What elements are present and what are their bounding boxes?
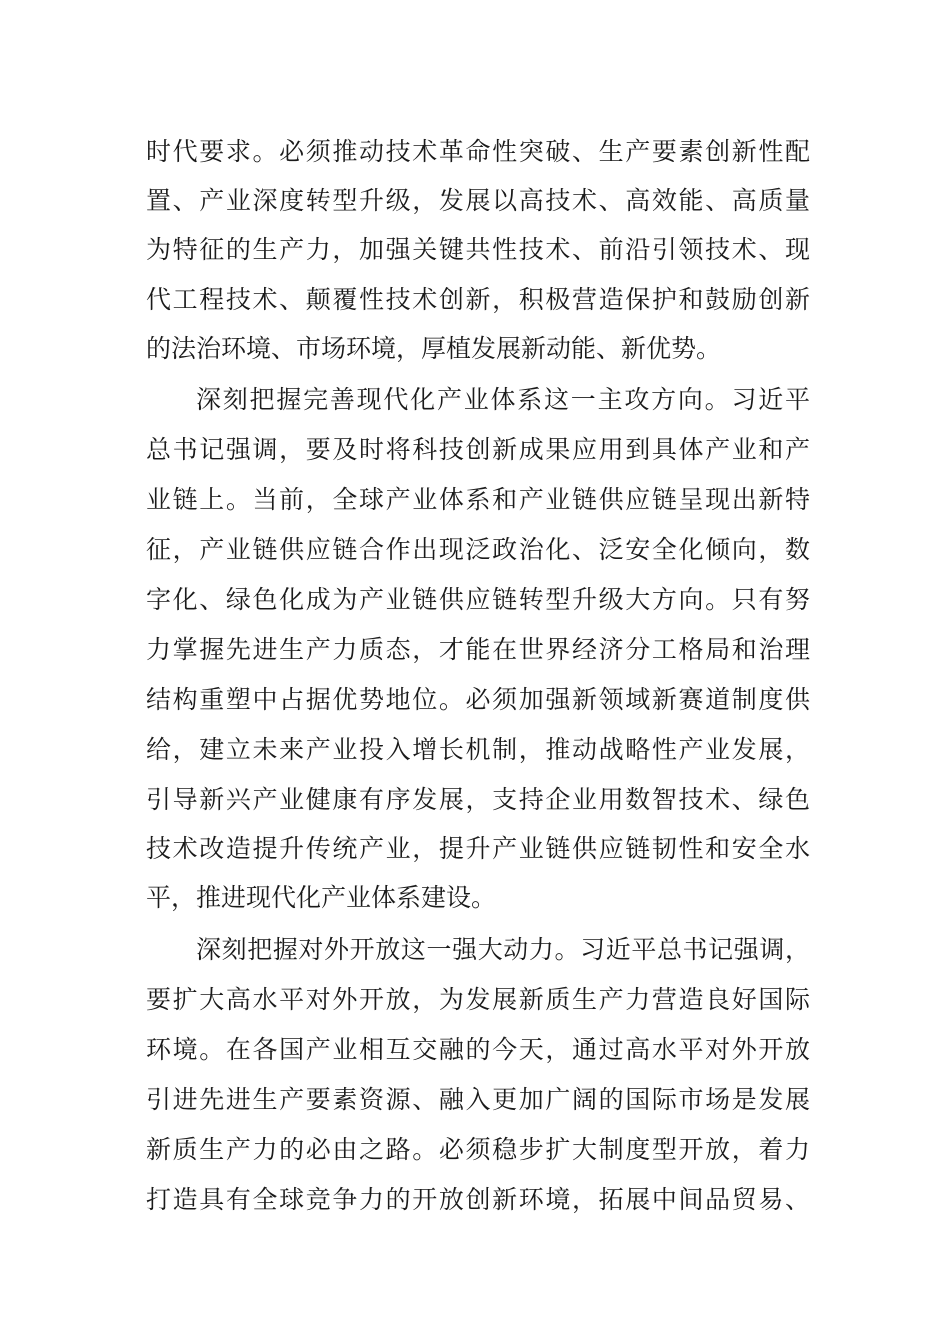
text-line: 给，建立未来产业投入增长机制，推动战略性产业发展， — [146, 735, 810, 764]
text-line: 要扩大高水平对外开放，为发展新质生产力营造良好国际 — [146, 985, 810, 1014]
text-line: 引进先进生产要素资源、融入更加广阔的国际市场是发展 — [146, 1085, 810, 1114]
text-line: 为特征的生产力，加强关键共性技术、前沿引领技术、现 — [146, 235, 810, 264]
paragraph-first-line: 深刻把握对外开放这一强大动力。习近平总书记强调， — [196, 935, 810, 964]
text-line: 业链上。当前，全球产业体系和产业链供应链呈现出新特 — [146, 485, 810, 514]
text-line: 代工程技术、颠覆性技术创新，积极营造保护和鼓励创新 — [146, 285, 810, 314]
text-line: 新质生产力的必由之路。必须稳步扩大制度型开放，着力 — [146, 1135, 810, 1164]
paragraph-first-line: 深刻把握完善现代化产业体系这一主攻方向。习近平 — [196, 385, 810, 414]
text-line: 平，推进现代化产业体系建设。 — [146, 883, 497, 912]
text-line: 技术改造提升传统产业，提升产业链供应链韧性和安全水 — [146, 834, 810, 863]
text-line: 总书记强调，要及时将科技创新成果应用到具体产业和产 — [146, 435, 810, 464]
text-line: 的法治环境、市场环境，厚植发展新动能、新优势。 — [146, 334, 722, 363]
text-line: 结构重塑中占据优势地位。必须加强新领域新赛道制度供 — [146, 685, 810, 714]
text-line: 时代要求。必须推动技术革命性突破、生产要素创新性配 — [146, 137, 810, 166]
text-line: 征，产业链供应链合作出现泛政治化、泛安全化倾向，数 — [146, 535, 810, 564]
text-line: 打造具有全球竞争力的开放创新环境，拓展中间品贸易、 — [146, 1185, 810, 1214]
text-line: 置、产业深度转型升级，发展以高技术、高效能、高质量 — [146, 186, 810, 215]
text-line: 引导新兴产业健康有序发展，支持企业用数智技术、绿色 — [146, 785, 810, 814]
text-line: 力掌握先进生产力质态，才能在世界经济分工格局和治理 — [146, 635, 810, 664]
text-line: 环境。在各国产业相互交融的今天，通过高水平对外开放 — [146, 1035, 810, 1064]
text-line: 字化、绿色化成为产业链供应链转型升级大方向。只有努 — [146, 585, 810, 614]
